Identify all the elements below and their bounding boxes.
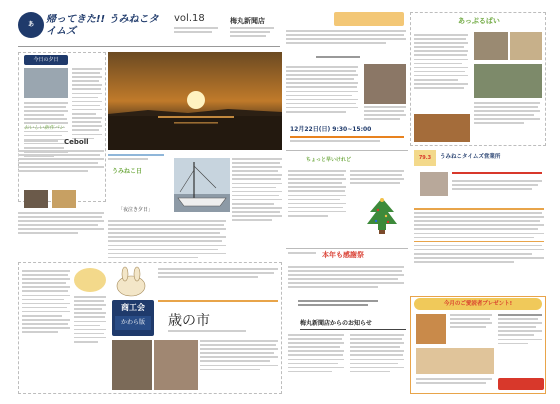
masthead-rule: [18, 46, 280, 47]
volume-number: vol.18: [174, 13, 205, 24]
ichi-subtitle: [168, 330, 248, 336]
apple-pie-text: [414, 34, 470, 114]
ichi-illustration: [108, 266, 154, 298]
event-banner: [334, 12, 404, 26]
present-deadline: [498, 378, 544, 390]
center-rule: [286, 150, 408, 151]
column-left-heading: 今日の夕日: [24, 55, 68, 65]
notice-heading: 梅丸新聞店からのお知らせ: [300, 318, 406, 330]
column-left-photo: [24, 68, 68, 98]
branch-badge: 79.3: [414, 150, 436, 166]
bakery-photo-1: [24, 190, 48, 208]
apple-pie-photo-4: [414, 114, 470, 142]
thanks-list: [298, 300, 406, 314]
branch-text-2: [414, 208, 546, 292]
apple-pie-photo-2: [510, 32, 542, 60]
ichi-title: 歳の市: [168, 313, 210, 329]
masthead: [18, 12, 168, 44]
boat-photo: [174, 158, 230, 212]
branch-heading: うみねこタイムズ営業所: [440, 154, 501, 160]
middle-article-label: [108, 154, 166, 164]
christmas-tree: [364, 196, 400, 236]
sunset-photo: [108, 52, 282, 150]
middle-title: 「夜泣き夕日」: [118, 207, 154, 213]
present-text: [450, 314, 494, 344]
ichi-text: [200, 340, 280, 390]
thanks-label: [288, 252, 318, 258]
center-rule-2: [286, 248, 408, 249]
event-venue: [290, 136, 406, 146]
publisher-address: [230, 27, 276, 41]
rabbit-illustration: [108, 266, 154, 298]
ichi-sign-bottom: かわら版: [115, 316, 151, 330]
logo-badge: あ: [27, 21, 34, 28]
apple-pie-photo-3: [474, 64, 542, 98]
present-dish-photo: [416, 348, 494, 374]
masthead-info: [174, 27, 224, 39]
bakery-text-2: [18, 212, 106, 258]
lower-left-text: [22, 270, 72, 388]
bakery-text: [18, 150, 106, 194]
bakery-subtitle: [24, 140, 62, 148]
branch-subheading: [452, 172, 544, 180]
notice-text-left: [288, 334, 346, 392]
lower-left-text-2: [74, 296, 106, 386]
event-intro-text: [286, 30, 408, 54]
branch-text: [452, 180, 544, 200]
event-subheading: [316, 56, 362, 62]
ichi-photo-1: [112, 340, 152, 390]
ichi-sign-top: 商工会: [121, 303, 145, 312]
event-date: 12月22日(日) 9:30~15:00: [290, 126, 372, 133]
christmas-text-left: [288, 170, 348, 244]
lower-left-emblem: [74, 268, 106, 292]
christmas-heading: ちょっと早いけれど: [306, 157, 352, 163]
ichi-date-line: [158, 300, 280, 308]
notice-text-right: [350, 334, 406, 392]
present-info: [498, 314, 544, 374]
apple-pie-photo-1: [474, 32, 508, 60]
bakery-banner: おいしい新作パン: [24, 125, 65, 131]
event-photo: [364, 64, 406, 104]
present-caption: [416, 378, 494, 392]
bakery-heading: Ceboll: [64, 138, 89, 146]
apple-pie-heading: あっぷるばい: [458, 17, 500, 25]
publisher-name: 梅丸新聞店: [230, 17, 265, 25]
sunset-image: [108, 52, 282, 150]
ichi-sign: [112, 300, 154, 336]
boat-image: [174, 158, 230, 212]
present-heading: 今月のご愛読者プレゼント!: [414, 298, 542, 310]
christmas-tree-icon: [364, 196, 400, 236]
apple-pie-text-2: [474, 102, 542, 142]
middle-article-badge: うみねこ日: [112, 168, 143, 175]
present-photo: [416, 314, 446, 344]
center-text-1: [232, 158, 282, 278]
ichi-photo-2: [154, 340, 198, 390]
bakery-photo-2: [52, 190, 76, 208]
masthead-logo-text: 帰ってきた!! うみねこタイムズ: [46, 14, 159, 37]
thanks-heading: 本年も感謝祭: [322, 251, 364, 259]
ichi-intro-text: [158, 268, 280, 288]
branch-photo: [420, 172, 448, 196]
